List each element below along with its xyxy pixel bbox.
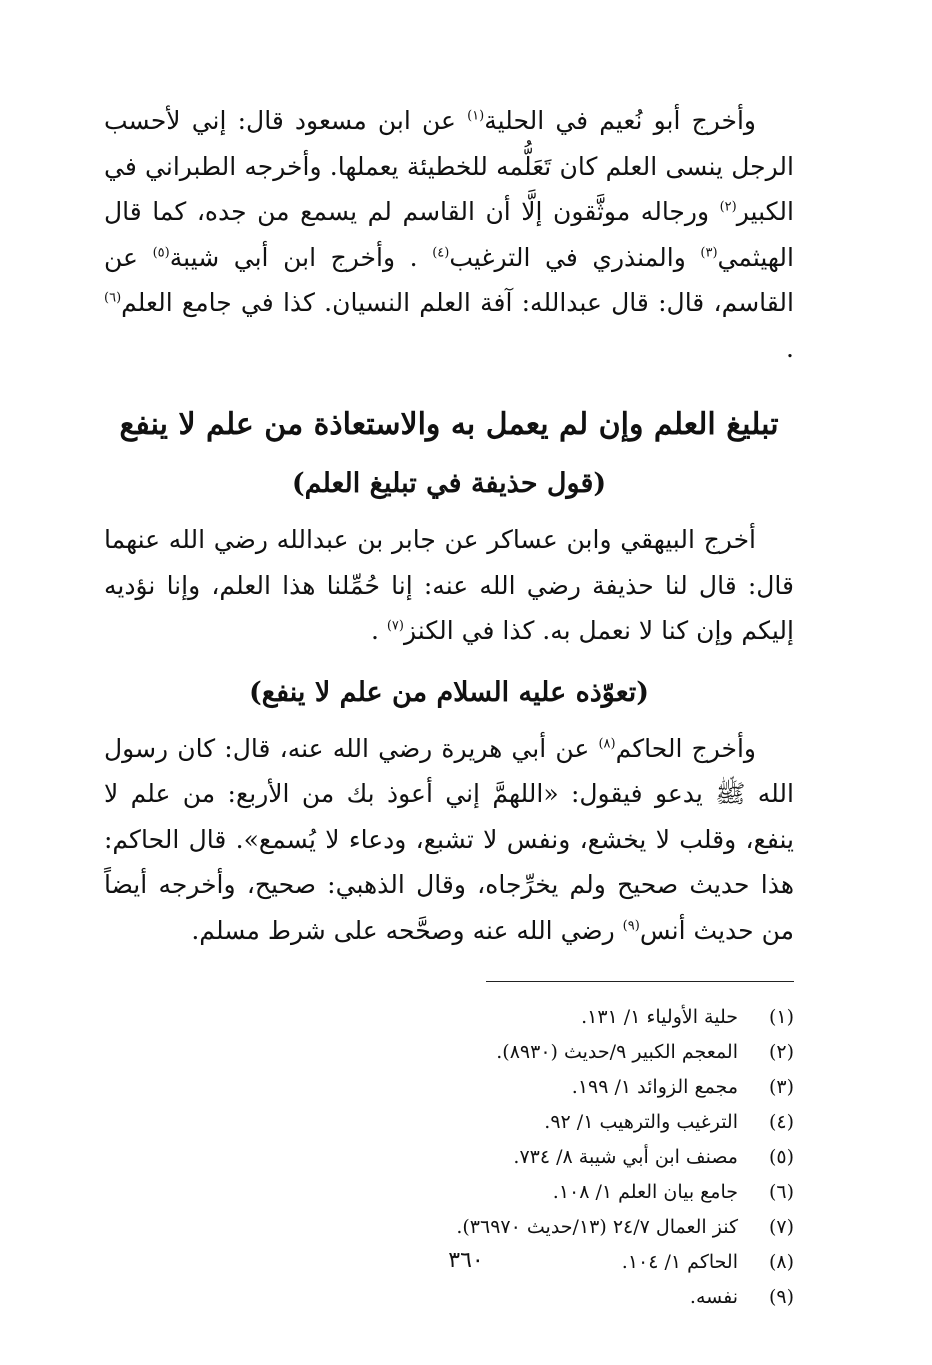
footnote-marker: (٩) bbox=[622, 918, 640, 934]
footnote-marker: (٦) bbox=[104, 290, 122, 306]
chapter-heading: تبليغ العلم وإن لم يعمل به والاستعاذة من علم لا ينفع bbox=[119, 407, 779, 442]
footnote-number: (٤) bbox=[768, 1111, 794, 1133]
footnote-text: الترغيب والترهيب ١/ ٩٢. bbox=[544, 1111, 738, 1133]
footnote-text: نفسه. bbox=[689, 1286, 738, 1308]
paragraph-text: . bbox=[370, 616, 387, 645]
footnote-item bbox=[104, 1105, 794, 1140]
footnote-text: جامع بيان العلم ١/ ١٠٨. bbox=[552, 1181, 738, 1203]
paragraph-3 bbox=[104, 726, 794, 954]
footnote-number: (٣) bbox=[768, 1076, 794, 1098]
paragraph-text: . وأخرج ابن أبي شيبة bbox=[169, 242, 433, 272]
page-number: ٣٦٠ bbox=[448, 1248, 484, 1273]
footnote-item bbox=[104, 1000, 794, 1035]
footnote-number: (١) bbox=[768, 1006, 794, 1028]
paragraph-text: وأخرج الحاكم bbox=[615, 733, 757, 763]
footnote-item bbox=[104, 1210, 794, 1245]
footnote-item bbox=[104, 1035, 794, 1070]
footnote-item bbox=[104, 1280, 794, 1315]
footnote-text: الحاكم ١/ ١٠٤. bbox=[621, 1251, 738, 1273]
footnote-number: (٧) bbox=[768, 1216, 794, 1238]
footnote-number: (٥) bbox=[768, 1146, 794, 1168]
footnote-text: مجمع الزوائد ١/ ١٩٩. bbox=[571, 1076, 738, 1098]
footnote-marker: (٥) bbox=[152, 245, 170, 261]
footnote-text: المعجم الكبير ٩/حديث (٨٩٣٠). bbox=[496, 1041, 738, 1063]
footnote-marker: (٤) bbox=[432, 245, 450, 261]
paragraph-text: والمنذري في الترغيب bbox=[449, 242, 701, 272]
paragraph-text: أخرج البيهقي وابن عساكر عن جابر بن عبدالله رضي الله عنهما قال: قال لنا حذيفة رضي الله عنه: إنا حُمِّلنا هذا العلم، وإنا نؤديه إليكم وإن كنا لا نعمل به. كذا في الكنز bbox=[104, 525, 794, 645]
footnote-marker: (٢) bbox=[719, 199, 737, 215]
paragraph-2 bbox=[104, 517, 794, 654]
paragraph-text: . bbox=[786, 333, 794, 363]
paragraph-text: وأخرج أبو نُعيم في الحلية bbox=[484, 106, 756, 135]
footnote-text: مصنف ابن أبي شيبة ٨/ ٧٣٤. bbox=[513, 1146, 738, 1168]
paragraph-text: عن أبي هريرة رضي الله عنه، قال: كان رسول الله ﷺ يدعو فيقول: «اللهمَّ إني أعوذ بك من الأربع: من علم لا ينفع، وقلب لا يخشع، ونفس لا تشبع، ودعاء لا يُسمع». قال الحاكم: هذا حديث صحيح ولم يخرِّجاه، وقال الذهبي: صحيح، وأخرجه أيضاً من حديث أنس bbox=[104, 733, 794, 945]
footnote-text: كنز العمال ٢٤/٧ (١٣/حديث ٣٦٩٧٠). bbox=[456, 1216, 738, 1238]
footnote-divider bbox=[486, 981, 794, 982]
section-heading-hudhayfa: (قول حذيفة في تبليغ العلم) bbox=[291, 468, 607, 499]
footnote-item bbox=[104, 1140, 794, 1175]
footnote-marker: (٣) bbox=[700, 245, 718, 261]
section-heading-taawwudh: (تعوّذه عليه السلام من علم لا ينفع) bbox=[248, 676, 650, 708]
footnote-item bbox=[104, 1175, 794, 1210]
footnote-number: (٦) bbox=[768, 1181, 794, 1203]
footnote-item bbox=[104, 1070, 794, 1105]
footnote-number: (٨) bbox=[768, 1251, 794, 1273]
footnote-marker: (٧) bbox=[386, 618, 404, 634]
footnote-number: (٢) bbox=[768, 1041, 794, 1063]
paragraph-1 bbox=[104, 98, 794, 371]
book-page bbox=[104, 98, 794, 1315]
paragraph-text: عن القاسم، قال: قال عبدالله: آفة العلم النسيان. كذا في جامع العلم bbox=[104, 242, 794, 317]
paragraph-text: عن ابن مسعود قال: إني لأحسب الرجل ينسى العلم كان تَعَلُّمه للخطيئة يعملها. وأخرجه الطبراني في الكبير bbox=[104, 106, 794, 226]
footnote-marker: (٨) bbox=[598, 736, 616, 752]
footnote-number: (٩) bbox=[768, 1286, 794, 1308]
footnote-marker: (١) bbox=[467, 108, 485, 124]
footnote-text: حلية الأولياء ١/ ١٣١. bbox=[581, 1006, 738, 1028]
paragraph-text: ورجاله موثَّقون إلَّا أن القاسم لم يسمع من جده، كما قال الهيثمي bbox=[104, 197, 794, 272]
paragraph-text: رضي الله عنه وصحَّحه على شرط مسلم. bbox=[191, 915, 623, 945]
